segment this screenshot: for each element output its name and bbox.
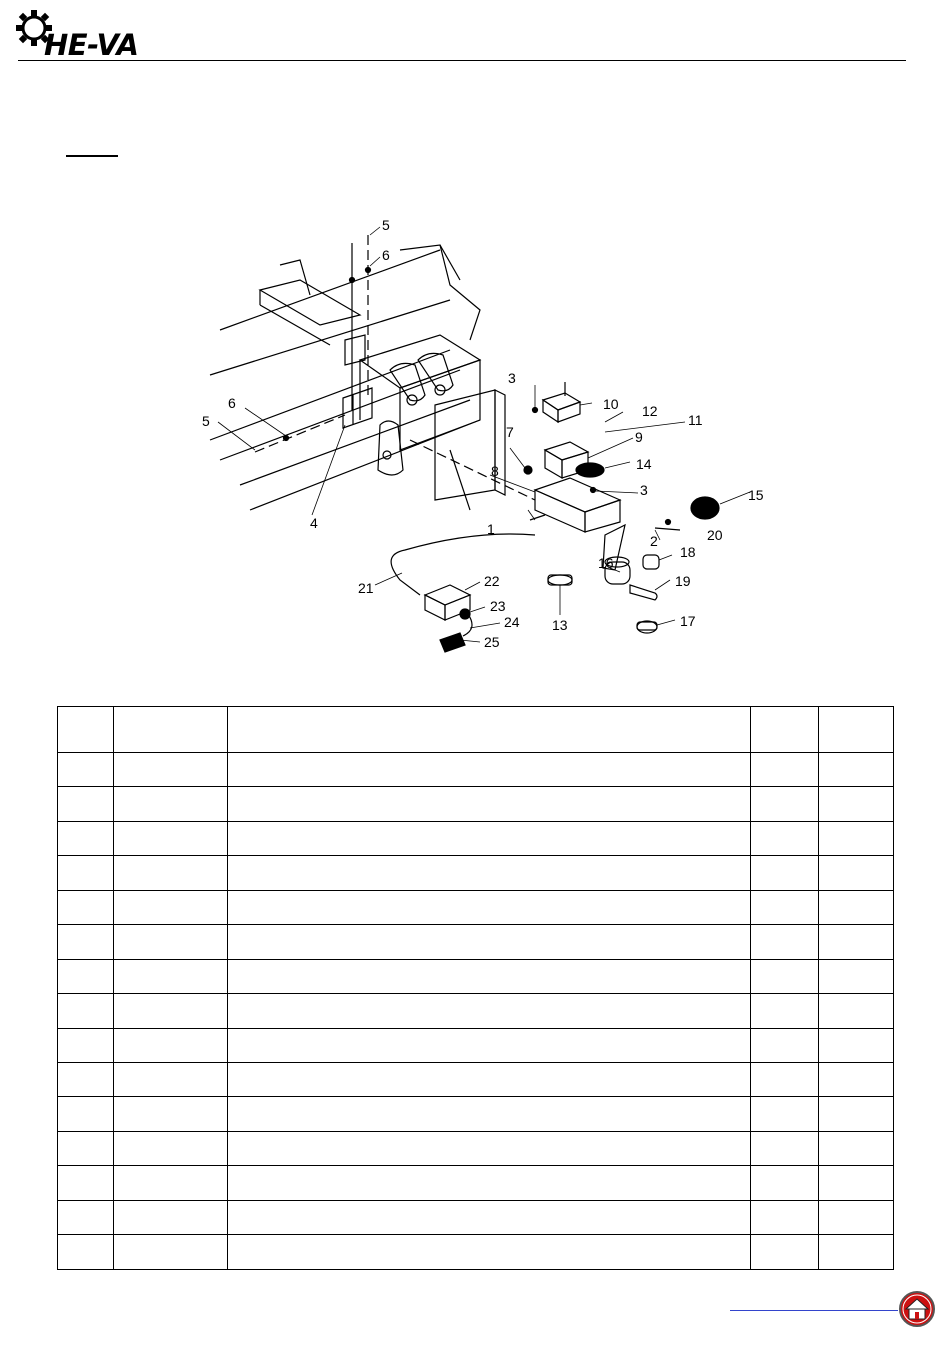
table-row — [58, 821, 894, 855]
callout-label: 1 — [487, 521, 495, 537]
header-divider — [18, 60, 906, 61]
table-cell — [114, 856, 228, 890]
table-cell — [819, 1028, 894, 1062]
callout-label: 7 — [506, 424, 514, 440]
callout-label: 5 — [202, 413, 210, 429]
table-cell — [228, 1200, 751, 1234]
table-row — [58, 1097, 894, 1131]
table-cell — [751, 856, 819, 890]
home-icon — [898, 1290, 936, 1328]
table-cell — [58, 959, 114, 993]
table-cell — [114, 1166, 228, 1200]
callout-label: 5 — [382, 217, 390, 233]
table-cell — [58, 1200, 114, 1234]
table-cell — [114, 994, 228, 1028]
table-cell — [228, 787, 751, 821]
table-cell — [228, 856, 751, 890]
table-cell — [114, 752, 228, 786]
table-cell — [58, 890, 114, 924]
table-cell — [228, 1131, 751, 1165]
callout-label: 25 — [484, 634, 500, 650]
table-cell — [751, 821, 819, 855]
table-cell — [114, 1028, 228, 1062]
table-header-row — [58, 707, 894, 753]
table-cell — [819, 1235, 894, 1270]
table-cell — [58, 752, 114, 786]
table-cell — [228, 1097, 751, 1131]
table-cell — [228, 994, 751, 1028]
table-cell — [751, 787, 819, 821]
callout-label: 3 — [640, 482, 648, 498]
table-cell — [114, 1063, 228, 1097]
callout-label: 16 — [598, 555, 614, 571]
table-cell — [751, 1028, 819, 1062]
table-cell — [58, 994, 114, 1028]
table-cell — [114, 1200, 228, 1234]
callout-label: 23 — [490, 598, 506, 614]
table-cell — [751, 1097, 819, 1131]
callout-label: 8 — [491, 463, 499, 479]
callout-label: 6 — [382, 247, 390, 263]
table-row — [58, 925, 894, 959]
table-cell — [228, 707, 751, 753]
table-row — [58, 752, 894, 786]
table-cell — [58, 707, 114, 753]
callout-label: 22 — [484, 573, 500, 589]
table-cell — [751, 1200, 819, 1234]
table-row — [58, 994, 894, 1028]
table-cell — [114, 925, 228, 959]
table-row — [58, 787, 894, 821]
table-cell — [751, 994, 819, 1028]
table-cell — [819, 821, 894, 855]
table-cell — [58, 1131, 114, 1165]
callout-label: 12 — [642, 403, 658, 419]
table-cell — [819, 707, 894, 753]
table-cell — [228, 890, 751, 924]
table-cell — [819, 925, 894, 959]
table-cell — [228, 752, 751, 786]
table-cell — [58, 1028, 114, 1062]
exploded-parts-diagram — [150, 210, 800, 680]
table-cell — [819, 1166, 894, 1200]
table-cell — [58, 787, 114, 821]
callout-label: 11 — [688, 412, 703, 428]
table-cell — [114, 1235, 228, 1270]
table-cell — [819, 752, 894, 786]
table-cell — [751, 1235, 819, 1270]
table-row — [58, 1131, 894, 1165]
table-cell — [228, 959, 751, 993]
table-cell — [751, 752, 819, 786]
callout-label: 17 — [680, 613, 696, 629]
callout-label: 3 — [508, 370, 516, 386]
brand-logo — [14, 6, 144, 62]
table-row — [58, 1200, 894, 1234]
callout-label: 21 — [358, 580, 374, 596]
table-cell — [228, 925, 751, 959]
section-underline — [66, 155, 118, 157]
table-row — [58, 1166, 894, 1200]
table-cell — [819, 1131, 894, 1165]
table-cell — [114, 959, 228, 993]
table-cell — [114, 787, 228, 821]
brand-name: HE-VA — [44, 28, 139, 62]
table-cell — [228, 1235, 751, 1270]
callout-label: 9 — [635, 429, 643, 445]
callout-label: 2 — [650, 533, 658, 549]
table-cell — [819, 856, 894, 890]
callout-label: 10 — [603, 396, 619, 412]
callout-label: 14 — [636, 456, 652, 472]
table-cell — [114, 890, 228, 924]
table-cell — [114, 1131, 228, 1165]
table-cell — [751, 959, 819, 993]
callout-label: 20 — [707, 527, 723, 543]
table-cell — [58, 925, 114, 959]
table-cell — [751, 1063, 819, 1097]
callout-label: 19 — [675, 573, 691, 589]
table-cell — [58, 1166, 114, 1200]
callout-label: 4 — [310, 515, 318, 531]
table-cell — [58, 1097, 114, 1131]
table-cell — [228, 1166, 751, 1200]
table-cell — [58, 1235, 114, 1270]
table-cell — [751, 890, 819, 924]
table-cell — [751, 1166, 819, 1200]
table-row — [58, 856, 894, 890]
table-cell — [228, 821, 751, 855]
table-row — [58, 890, 894, 924]
callout-numbers — [202, 217, 764, 650]
table-cell — [819, 1063, 894, 1097]
table-cell — [819, 1097, 894, 1131]
table-cell — [114, 707, 228, 753]
footer-link-line[interactable] — [730, 1310, 898, 1311]
table-cell — [751, 1131, 819, 1165]
table-cell — [58, 856, 114, 890]
table-cell — [58, 1063, 114, 1097]
table-cell — [819, 787, 894, 821]
table-cell — [228, 1063, 751, 1097]
table-row — [58, 1235, 894, 1270]
callout-label: 13 — [552, 617, 568, 633]
home-button[interactable] — [898, 1290, 936, 1328]
table-cell — [114, 821, 228, 855]
table-cell — [819, 890, 894, 924]
table-cell — [58, 821, 114, 855]
callout-label: 18 — [680, 544, 696, 560]
table-row — [58, 1028, 894, 1062]
table-cell — [751, 925, 819, 959]
callout-label: 24 — [504, 614, 520, 630]
callout-label: 6 — [228, 395, 236, 411]
table-cell — [114, 1097, 228, 1131]
table-cell — [819, 959, 894, 993]
table-row — [58, 1063, 894, 1097]
table-cell — [751, 707, 819, 753]
callout-label: 15 — [748, 487, 764, 503]
table-cell — [228, 1028, 751, 1062]
table-cell — [819, 994, 894, 1028]
table-cell — [819, 1200, 894, 1234]
parts-list-table — [57, 706, 894, 1270]
table-row — [58, 959, 894, 993]
